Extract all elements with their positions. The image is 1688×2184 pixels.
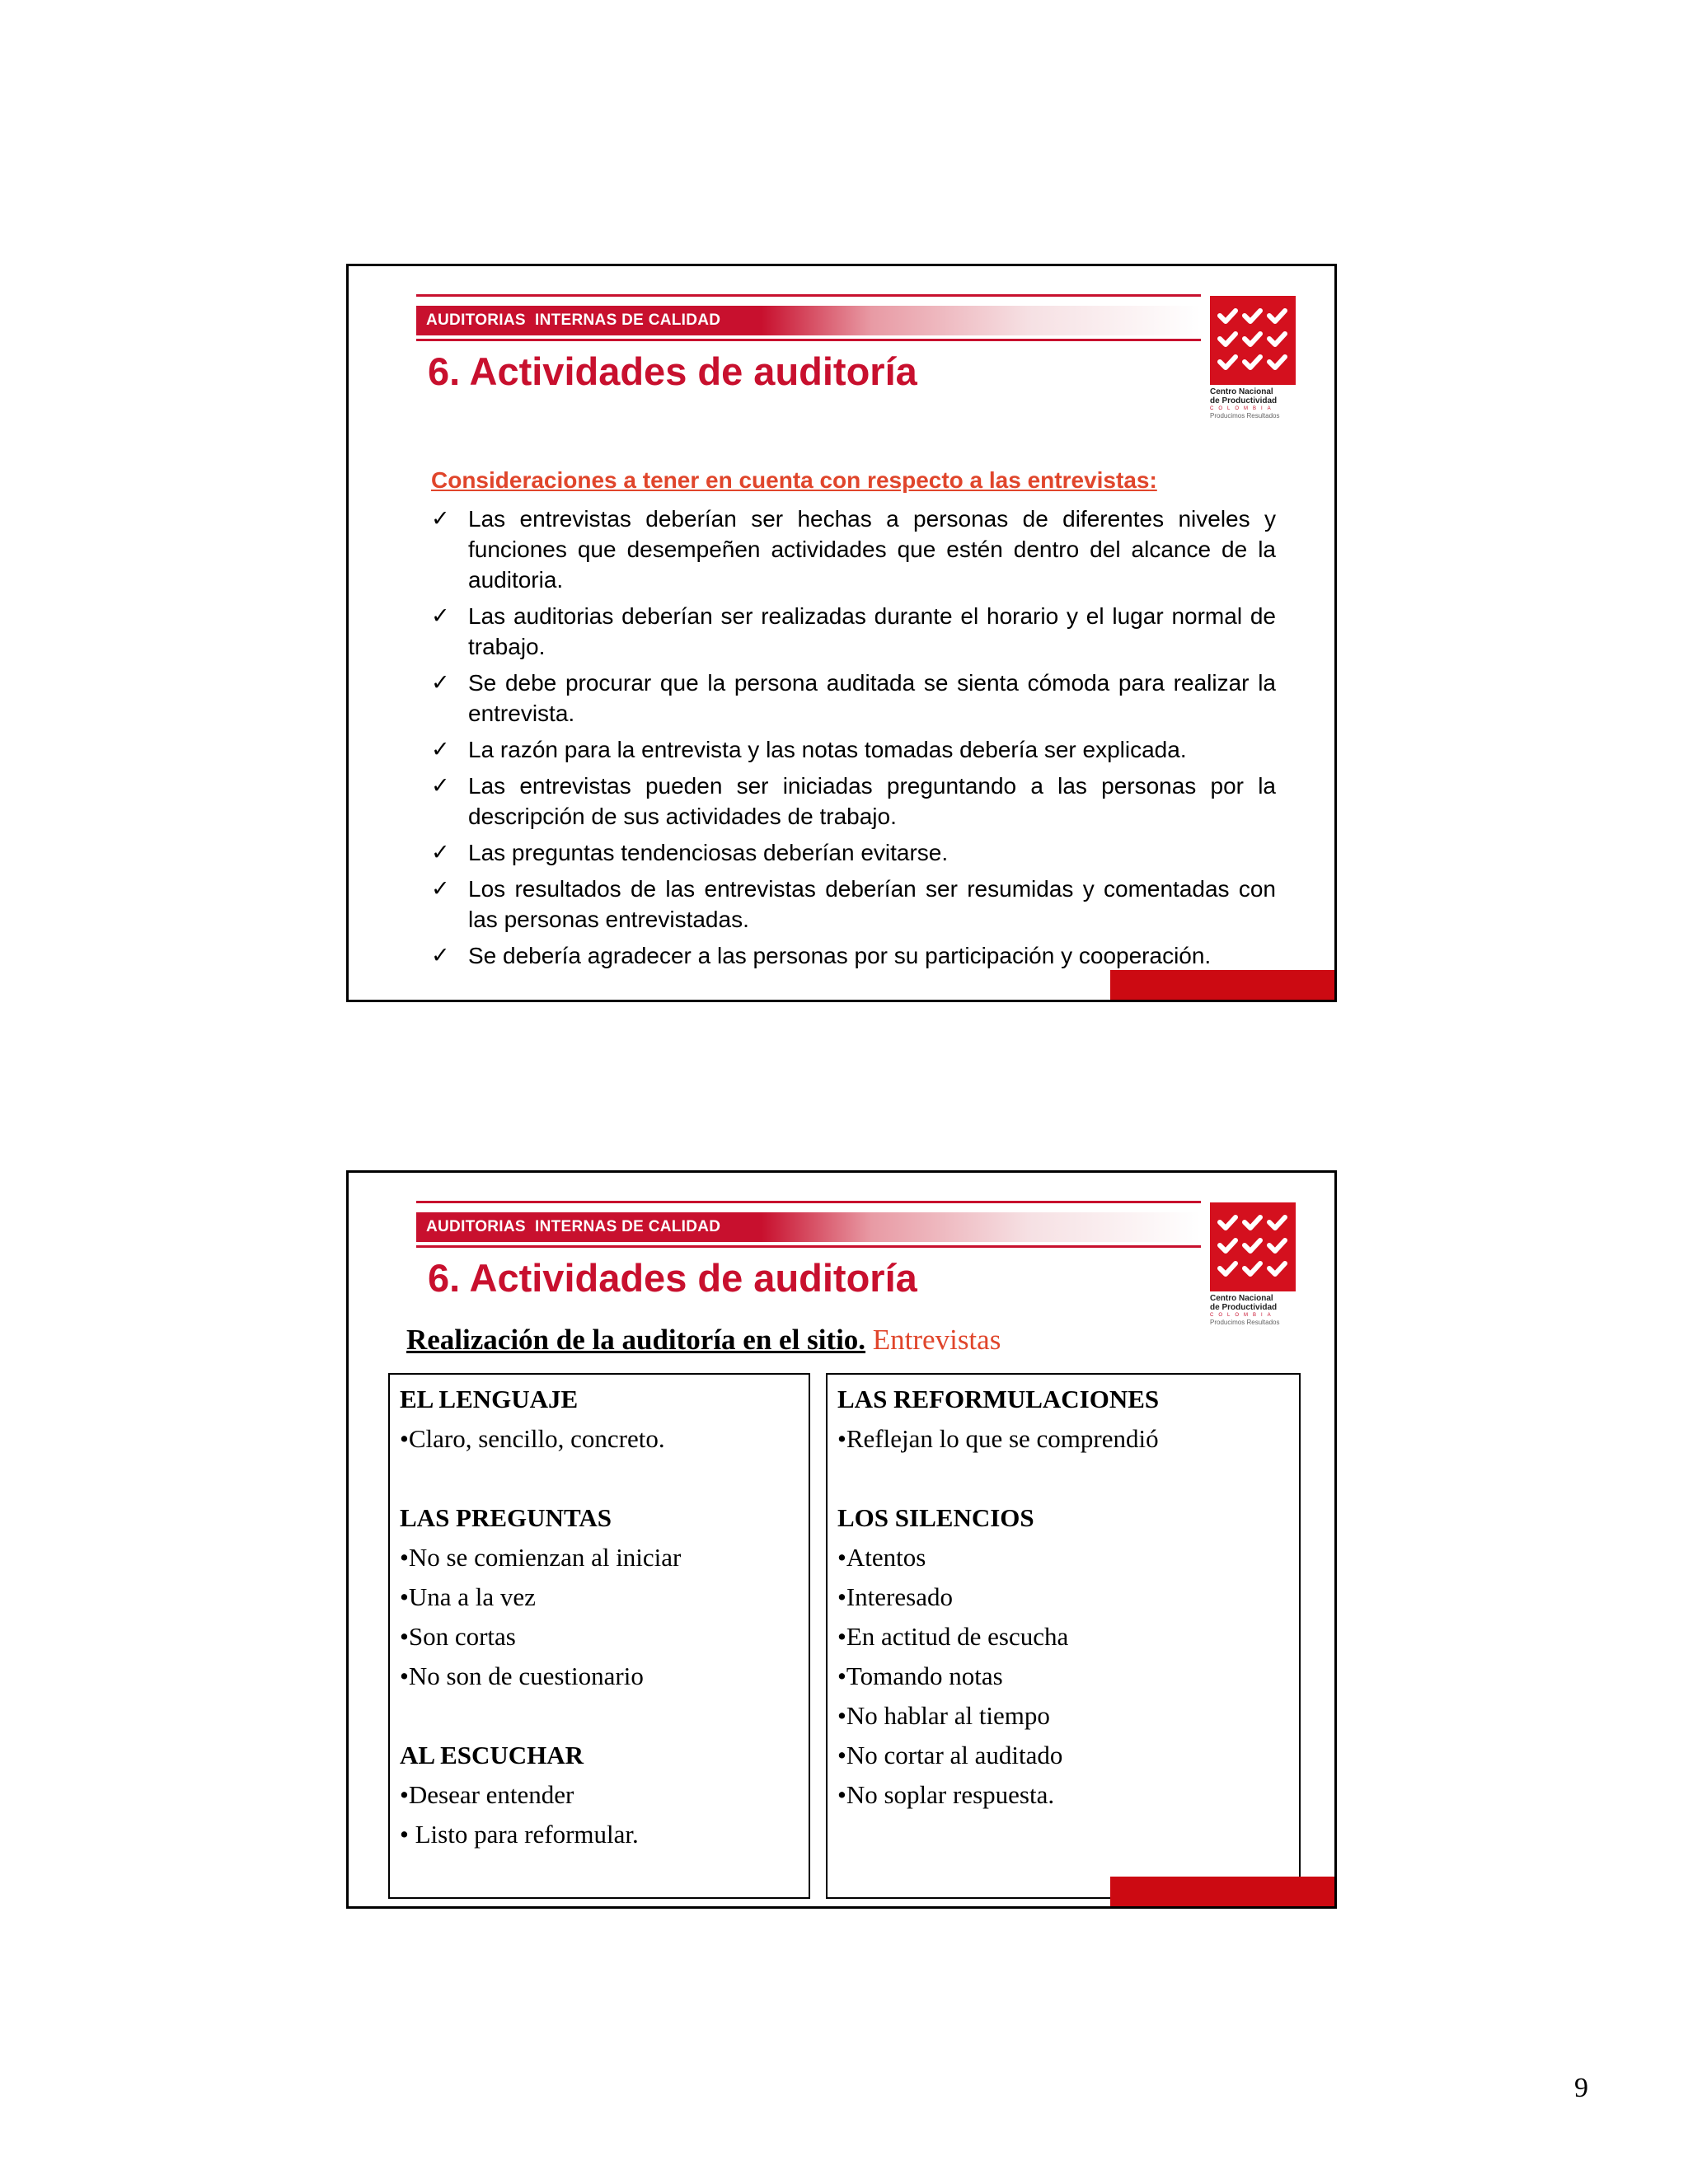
checkmark-icon: ✓ <box>431 773 450 798</box>
logo-checkmarks-icon <box>1210 296 1296 385</box>
list-item: •Atentos <box>837 1543 926 1572</box>
header-line-top <box>416 294 1201 297</box>
header-band <box>416 1212 1201 1242</box>
list-item: •Interesado <box>837 1582 953 1611</box>
page-number: 9 <box>1574 2073 1588 2103</box>
list-item: •No son de cuestionario <box>400 1661 644 1690</box>
list-item: •No soplar respuesta. <box>837 1780 1055 1809</box>
slide-title: 6. Actividades de auditoría <box>428 349 917 393</box>
list-item: • Listo para reformular. <box>400 1820 639 1849</box>
slide-subtitle: Realización de la auditoría en el sitio. Entrevistas <box>406 1324 1001 1356</box>
right-column-box <box>826 1373 1301 1899</box>
corner-accent <box>1110 1877 1334 1906</box>
slide-title: 6. Actividades de auditoría <box>428 1256 917 1300</box>
logo-country: COLOMBIA <box>1210 1313 1276 1318</box>
checkmark-icon: ✓ <box>431 670 450 695</box>
checkmark-icon: ✓ <box>431 506 450 531</box>
checkmark-icon: ✓ <box>431 943 450 968</box>
header-band-label: AUDITORIAS INTERNAS DE CALIDAD <box>426 1218 721 1235</box>
header-band-label: AUDITORIAS INTERNAS DE CALIDAD <box>426 312 721 329</box>
corner-accent <box>1110 970 1334 1000</box>
list-item: ✓ Las entrevistas deberían ser hechas a personas de diferentes niveles y funciones que desempeñen actividades que estén dentro del alcance de la auditoria. <box>431 504 1276 595</box>
section-title-preguntas: LAS PREGUNTAS <box>400 1503 612 1532</box>
list-item: •No se comienzan al iniciar <box>400 1543 682 1572</box>
logo-name: Centro Nacional de Productividad <box>1210 1294 1278 1312</box>
logo-slogan: Producimos Resultados <box>1210 1319 1280 1326</box>
list-item: ✓ Las auditorias deberían ser realizadas durante el horario y el lugar normal de trabajo. <box>431 601 1276 662</box>
header-line-top <box>416 1201 1201 1203</box>
logo-checkmarks-icon <box>1210 1202 1296 1291</box>
section-title-silencios: LOS SILENCIOS <box>837 1503 1034 1532</box>
cnp-logo <box>1210 296 1301 419</box>
header-line-bottom <box>416 1245 1201 1248</box>
checkmark-icon: ✓ <box>431 737 450 762</box>
list-item: •No cortar al auditado <box>837 1741 1063 1769</box>
list-item: •En actitud de escucha <box>837 1622 1069 1651</box>
section-title-lenguaje: EL LENGUAJE <box>400 1385 579 1413</box>
logo-country: COLOMBIA <box>1210 406 1276 411</box>
list-item: ✓ Los resultados de las entrevistas deberían ser resumidas y comentadas con las personas entrevistadas. <box>431 874 1276 935</box>
header-line-bottom <box>416 339 1201 341</box>
cnp-logo <box>1210 1202 1301 1326</box>
list-item: •Claro, sencillo, concreto. <box>400 1424 665 1453</box>
slide-2 <box>346 1170 1337 1909</box>
list-item: •Una a la vez <box>400 1582 536 1611</box>
list-item: •No hablar al tiempo <box>837 1701 1050 1730</box>
list-item: •Desear entender <box>400 1780 574 1809</box>
list-item: ✓ Se debería agradecer a las personas por su participación y cooperación. <box>431 940 1276 971</box>
list-item: ✓ La razón para la entrevista y las notas tomadas debería ser explicada. <box>431 734 1276 765</box>
logo-name: Centro Nacional de Productividad <box>1210 387 1278 405</box>
section-title-escuchar: AL ESCUCHAR <box>400 1741 584 1769</box>
list-item: ✓ Las entrevistas pueden ser iniciadas preguntando a las personas por la descripción de sus actividades de trabajo. <box>431 771 1276 832</box>
checkmark-icon: ✓ <box>431 876 450 901</box>
list-item: •Son cortas <box>400 1622 516 1651</box>
header-band <box>416 306 1201 335</box>
slide-subtitle: Consideraciones a tener en cuenta con respecto a las entrevistas: <box>431 467 1157 493</box>
slide-1 <box>346 264 1337 1002</box>
checkmark-icon: ✓ <box>431 603 450 628</box>
list-item: •Reflejan lo que se comprendió <box>837 1424 1159 1453</box>
logo-slogan: Producimos Resultados <box>1210 412 1280 419</box>
list-item: ✓ Las preguntas tendenciosas deberían evitarse. <box>431 837 1276 868</box>
considerations-list <box>431 504 1276 977</box>
checkmark-icon: ✓ <box>431 840 450 865</box>
left-column-box <box>388 1373 810 1899</box>
list-item: ✓ Se debe procurar que la persona auditada se sienta cómoda para realizar la entrevista. <box>431 668 1276 729</box>
section-title-reformulaciones: LAS REFORMULACIONES <box>837 1385 1160 1413</box>
list-item: •Tomando notas <box>837 1661 1003 1690</box>
